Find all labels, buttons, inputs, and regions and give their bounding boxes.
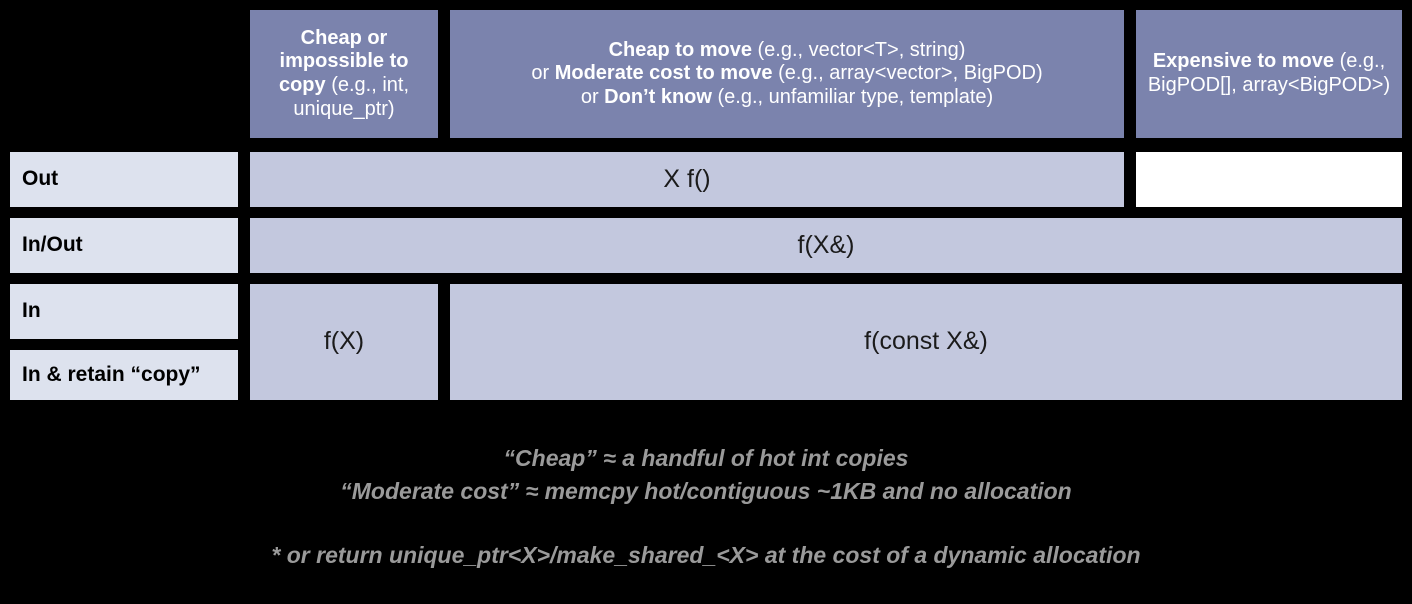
cell-inout-f-xref: [250, 218, 1402, 273]
header-rest-text: (e.g., unfamiliar type, template): [711, 85, 994, 108]
header-prefix-text: or: [580, 85, 605, 108]
note-moderate-cost: “Moderate cost” ≈ memcpy hot/contiguous ~1KB and no allocation: [340, 478, 1072, 505]
header-rest-text: (e.g., array<vector>, BigPOD): [772, 62, 1043, 85]
row-label-in: [10, 284, 238, 339]
note-return-unique-ptr: * or return unique_ptr<X>/make_shared_<X> at the cost of a dynamic allocation: [271, 541, 1141, 568]
note-cheap: “Cheap” ≈ a handful of hot int copies: [503, 445, 909, 471]
header-prefix-text: or: [531, 62, 555, 85]
cell-text: f(X&): [797, 230, 855, 259]
header-rest-text: (e.g., BigPOD[], array<BigPOD>): [1147, 50, 1391, 96]
header-expensive-to-move: [1136, 10, 1402, 138]
header-line-1: [609, 39, 966, 61]
row-label-in-retain-copy: [10, 350, 238, 400]
row-label-text: In: [22, 299, 41, 323]
cell-in-f-x: [250, 284, 438, 400]
cell-in-f-const-xref: [450, 284, 1402, 400]
cell-out-expensive-empty: [1136, 152, 1402, 207]
cell-text: f(X): [323, 327, 365, 356]
header-bold-text: Don’t know: [604, 85, 712, 108]
header-rest-text: (e.g., vector<T>, string): [751, 38, 966, 61]
header-bold-text: Expensive to move: [1152, 50, 1335, 73]
footnotes: [0, 410, 1412, 604]
header-rest-text: (e.g., int, unique_ptr): [293, 74, 410, 120]
cell-out-x-f: [250, 152, 1124, 207]
header-line-3: [581, 86, 993, 108]
row-label-out: [10, 152, 238, 207]
header-cheap-to-move: [450, 10, 1124, 138]
row-label-text: Out: [22, 167, 59, 191]
header-bold-text: Moderate cost to move: [554, 62, 773, 85]
cell-text: X f(): [663, 164, 711, 193]
row-label-inout: [10, 218, 238, 273]
header-cheap-or-impossible-to-copy: [250, 10, 438, 138]
cell-text: f(const X&): [864, 327, 988, 356]
header-bold-text: Cheap or impossible to copy: [278, 26, 409, 96]
row-label-text: In/Out: [22, 233, 83, 257]
header-bold-text: Cheap to move: [608, 38, 752, 61]
table-corner-cell: [10, 10, 238, 138]
header-line-2: [531, 62, 1042, 84]
row-label-text: In & retain “copy”: [22, 362, 201, 386]
